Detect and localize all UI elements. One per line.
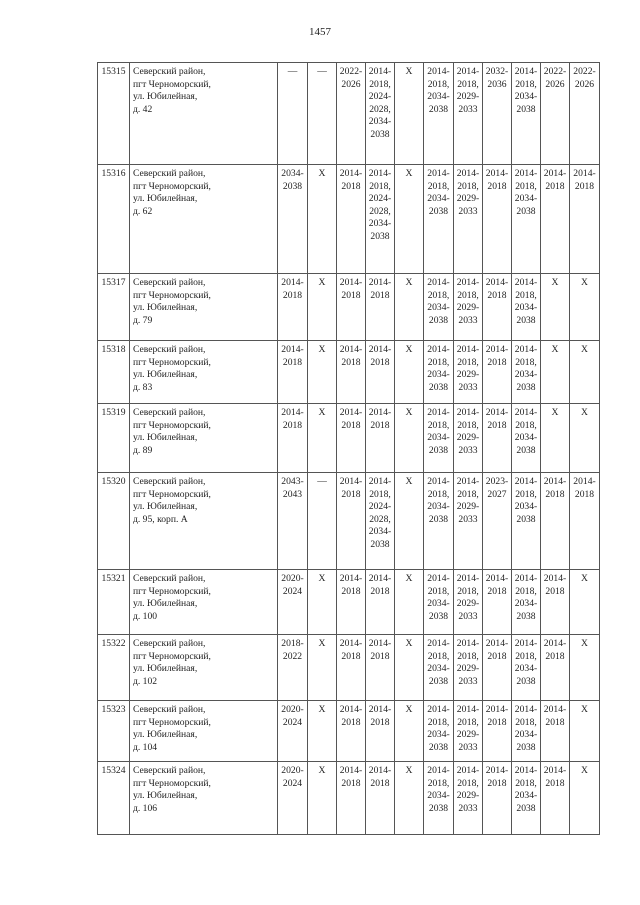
period-cell: X [308, 635, 337, 701]
period-cell: X [570, 404, 600, 473]
address-cell: Северский район, пгт Черноморский, ул. Юбилейная, д. 79 [130, 274, 278, 341]
period-cell: 2014- 2018, 2034- 2038 [512, 404, 541, 473]
period-cell: — [308, 473, 337, 570]
period-cell: 2014- 2018, 2034- 2038 [424, 701, 454, 762]
record-number: 15320 [98, 473, 130, 570]
period-cell: 2014- 2018, 2034- 2038 [512, 762, 541, 835]
period-cell: X [308, 165, 337, 274]
period-cell: 2014- 2018 [483, 341, 512, 404]
table-body [98, 63, 600, 835]
period-cell: 2020- 2024 [278, 701, 308, 762]
period-cell: X [395, 404, 424, 473]
period-cell: 2014- 2018 [570, 473, 600, 570]
period-cell: 2014- 2018, 2024- 2028, 2034- 2038 [366, 165, 395, 274]
period-cell: X [541, 341, 570, 404]
period-cell: 2014- 2018, 2024- 2028, 2034- 2038 [366, 473, 395, 570]
period-cell: X [395, 473, 424, 570]
period-cell: 2014- 2018 [541, 473, 570, 570]
period-cell: 2014- 2018 [483, 635, 512, 701]
address-cell: Северский район, пгт Черноморский, ул. Юбилейная, д. 95, корп. А [130, 473, 278, 570]
period-cell: 2018- 2022 [278, 635, 308, 701]
period-cell: 2014- 2018, 2034- 2038 [424, 63, 454, 165]
period-cell: 2014- 2018 [366, 404, 395, 473]
period-cell: 2014- 2018, 2034- 2038 [512, 701, 541, 762]
period-cell: 2023- 2027 [483, 473, 512, 570]
period-cell: 2014- 2018 [337, 762, 366, 835]
period-cell: X [395, 635, 424, 701]
table-row [98, 165, 600, 274]
period-cell: 2014- 2018, 2034- 2038 [424, 274, 454, 341]
period-cell: 2014- 2018 [541, 635, 570, 701]
address-cell: Северский район, пгт Черноморский, ул. Юбилейная, д. 102 [130, 635, 278, 701]
period-cell: 2014- 2018 [366, 762, 395, 835]
period-cell: 2014- 2018, 2029- 2033 [454, 570, 483, 635]
address-cell: Северский район, пгт Черноморский, ул. Юбилейная, д. 104 [130, 701, 278, 762]
period-cell: 2014- 2018, 2029- 2033 [454, 473, 483, 570]
period-cell: 2014- 2018, 2029- 2033 [454, 165, 483, 274]
table-row [98, 635, 600, 701]
record-number: 15317 [98, 274, 130, 341]
period-cell: 2014- 2018 [337, 404, 366, 473]
record-number: 15322 [98, 635, 130, 701]
period-cell: 2022- 2026 [570, 63, 600, 165]
period-cell: — [308, 63, 337, 165]
period-cell: 2014- 2018, 2029- 2033 [454, 63, 483, 165]
period-cell: 2014- 2018 [278, 341, 308, 404]
period-cell: 2020- 2024 [278, 762, 308, 835]
period-cell: X [395, 274, 424, 341]
period-cell: 2014- 2018 [278, 404, 308, 473]
period-cell: 2014- 2018, 2029- 2033 [454, 274, 483, 341]
table-row [98, 570, 600, 635]
period-cell: 2014- 2018 [337, 635, 366, 701]
period-cell: 2014- 2018 [366, 635, 395, 701]
table-row [98, 63, 600, 165]
period-cell: 2014- 2018, 2029- 2033 [454, 635, 483, 701]
address-cell: Северский район, пгт Черноморский, ул. Юбилейная, д. 83 [130, 341, 278, 404]
period-cell: X [395, 165, 424, 274]
period-cell: 2014- 2018, 2034- 2038 [424, 341, 454, 404]
period-cell: 2043- 2043 [278, 473, 308, 570]
table-row [98, 341, 600, 404]
period-cell: — [278, 63, 308, 165]
period-cell: 2014- 2018 [366, 570, 395, 635]
period-cell: 2014- 2018 [366, 274, 395, 341]
record-number: 15319 [98, 404, 130, 473]
period-cell: 2014- 2018 [570, 165, 600, 274]
period-cell: 2014- 2018 [337, 165, 366, 274]
period-cell: 2014- 2018 [541, 165, 570, 274]
period-cell: 2014- 2018 [337, 473, 366, 570]
period-cell: 2014- 2018, 2029- 2033 [454, 404, 483, 473]
period-cell: 2014- 2018 [483, 570, 512, 635]
period-cell: X [570, 570, 600, 635]
address-cell: Северский район, пгт Черноморский, ул. Юбилейная, д. 100 [130, 570, 278, 635]
period-cell: 2014- 2018 [483, 701, 512, 762]
period-cell: X [541, 274, 570, 341]
period-cell: 2014- 2018 [483, 165, 512, 274]
period-cell: 2014- 2018, 2029- 2033 [454, 701, 483, 762]
period-cell: X [570, 762, 600, 835]
housing-registry-table [97, 62, 600, 835]
table-row [98, 701, 600, 762]
period-cell: 2014- 2018, 2034- 2038 [512, 341, 541, 404]
period-cell: 2014- 2018, 2034- 2038 [512, 570, 541, 635]
record-number: 15321 [98, 570, 130, 635]
period-cell: 2022- 2026 [337, 63, 366, 165]
period-cell: 2014- 2018 [483, 404, 512, 473]
period-cell: 2014- 2018, 2034- 2038 [512, 63, 541, 165]
period-cell: 2014- 2018 [541, 762, 570, 835]
record-number: 15316 [98, 165, 130, 274]
period-cell: X [308, 701, 337, 762]
period-cell: 2014- 2018, 2034- 2038 [512, 165, 541, 274]
period-cell: 2014- 2018 [541, 701, 570, 762]
period-cell: 2014- 2018, 2034- 2038 [424, 635, 454, 701]
period-cell: 2034- 2038 [278, 165, 308, 274]
period-cell: 2014- 2018, 2034- 2038 [424, 762, 454, 835]
record-number: 15318 [98, 341, 130, 404]
period-cell: X [308, 570, 337, 635]
period-cell: 2014- 2018 [337, 570, 366, 635]
period-cell: 2014- 2018, 2034- 2038 [512, 473, 541, 570]
period-cell: 2014- 2018 [337, 274, 366, 341]
period-cell: 2014- 2018 [278, 274, 308, 341]
table-row [98, 762, 600, 835]
address-cell: Северский район, пгт Черноморский, ул. Юбилейная, д. 106 [130, 762, 278, 835]
period-cell: X [395, 63, 424, 165]
period-cell: 2014- 2018, 2034- 2038 [512, 635, 541, 701]
period-cell: 2014- 2018, 2034- 2038 [424, 404, 454, 473]
period-cell: 2014- 2018 [541, 570, 570, 635]
address-cell: Северский район, пгт Черноморский, ул. Юбилейная, д. 42 [130, 63, 278, 165]
address-cell: Северский район, пгт Черноморский, ул. Юбилейная, д. 89 [130, 404, 278, 473]
period-cell: 2014- 2018 [337, 701, 366, 762]
period-cell: X [308, 404, 337, 473]
period-cell: 2014- 2018, 2034- 2038 [512, 274, 541, 341]
page-number: 1457 [309, 26, 331, 38]
period-cell: 2014- 2018, 2029- 2033 [454, 762, 483, 835]
period-cell: X [395, 570, 424, 635]
table-row [98, 274, 600, 341]
period-cell: 2014- 2018, 2029- 2033 [454, 341, 483, 404]
period-cell: X [308, 274, 337, 341]
period-cell: 2014- 2018, 2024- 2028, 2034- 2038 [366, 63, 395, 165]
period-cell: X [570, 341, 600, 404]
period-cell: X [541, 404, 570, 473]
period-cell: 2014- 2018 [366, 701, 395, 762]
record-number: 15324 [98, 762, 130, 835]
period-cell: 2014- 2018 [483, 274, 512, 341]
period-cell: 2014- 2018 [483, 762, 512, 835]
record-number: 15315 [98, 63, 130, 165]
period-cell: X [395, 762, 424, 835]
record-number: 15323 [98, 701, 130, 762]
period-cell: 2014- 2018, 2034- 2038 [424, 570, 454, 635]
period-cell: X [570, 635, 600, 701]
period-cell: 2014- 2018, 2034- 2038 [424, 165, 454, 274]
table-row [98, 473, 600, 570]
period-cell: X [308, 762, 337, 835]
address-cell: Северский район, пгт Черноморский, ул. Юбилейная, д. 62 [130, 165, 278, 274]
period-cell: X [570, 274, 600, 341]
table-row [98, 404, 600, 473]
period-cell: 2014- 2018 [366, 341, 395, 404]
period-cell: 2022- 2026 [541, 63, 570, 165]
period-cell: X [570, 701, 600, 762]
period-cell: 2014- 2018, 2034- 2038 [424, 473, 454, 570]
period-cell: X [395, 701, 424, 762]
period-cell: 2032- 2036 [483, 63, 512, 165]
period-cell: 2014- 2018 [337, 341, 366, 404]
period-cell: 2020- 2024 [278, 570, 308, 635]
period-cell: X [308, 341, 337, 404]
period-cell: X [395, 341, 424, 404]
